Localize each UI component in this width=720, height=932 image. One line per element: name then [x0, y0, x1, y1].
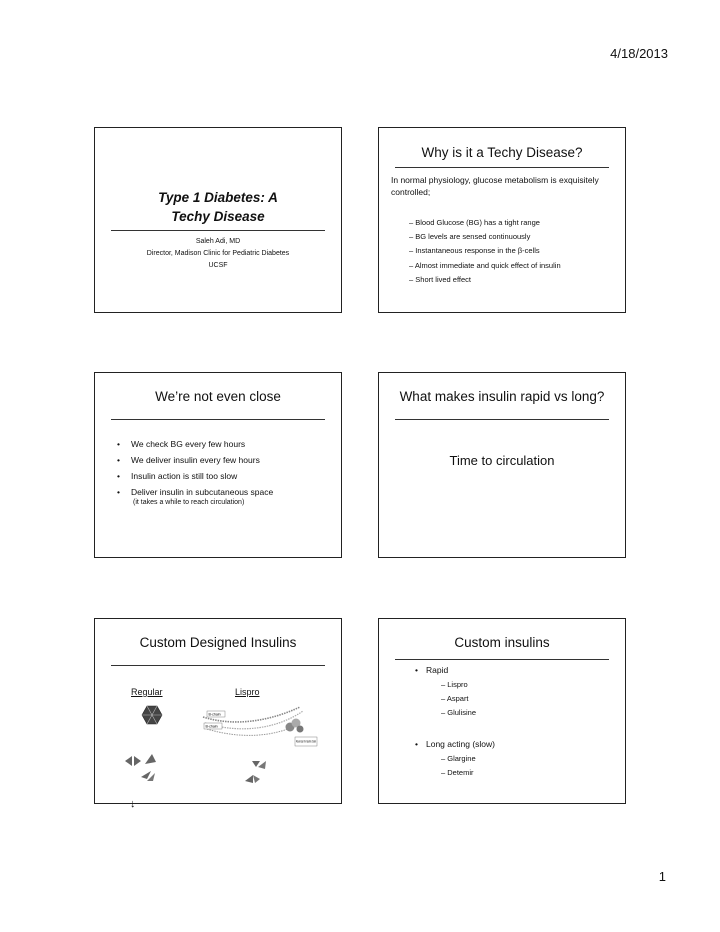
slide-intro: In normal physiology, glucose metabolism is exquisitely controlled;: [391, 175, 599, 197]
list-item: • We deliver insulin every few hours: [117, 452, 273, 468]
slide-heading: What makes insulin rapid vs long?: [399, 389, 605, 404]
lispro-chain-icon: [203, 707, 317, 746]
list-item: – Almost immediate and quick effect of insulin: [409, 259, 561, 273]
figure-label: Reversal in insulin chain: [296, 739, 316, 744]
slide-body-text: Time to circulation: [449, 453, 555, 468]
list-item: – Instantaneous response in the β-cells: [409, 244, 561, 258]
page-number: 1: [658, 869, 666, 884]
list-item: – Lispro: [441, 680, 468, 689]
page-date: 4/18/2013: [610, 46, 668, 61]
slide-title: [94, 127, 342, 313]
author-position: Director, Madison Clinic for Pediatric Diabetes: [146, 250, 290, 257]
regular-label: Regular: [131, 687, 163, 697]
slide-not-close: [94, 372, 342, 558]
list-item: – BG levels are sensed continuously: [409, 230, 561, 244]
title-divider: [395, 659, 609, 660]
title-divider: [395, 167, 609, 168]
hexamer-icon: [142, 706, 162, 724]
slide-heading: We’re not even close: [155, 389, 281, 404]
figure-label: B-chain: [208, 712, 221, 717]
slide-heading: Custom Designed Insulins: [139, 635, 297, 650]
list-item: – Glulisine: [441, 708, 476, 717]
slide-rapid-vs-long: [378, 372, 626, 558]
presentation-title: Type 1 Diabetes: A Techy Disease: [158, 190, 278, 224]
author-institution: UCSF: [208, 262, 228, 269]
list-item: – Blood Glucose (BG) has a tight range: [409, 216, 561, 230]
slide-heading: Why is it a Techy Disease?: [421, 145, 583, 160]
author-name: Saleh Adi, MD: [195, 238, 241, 245]
list-item: – Detemir: [441, 768, 474, 777]
dash-list: [409, 216, 561, 287]
list-item: – Short lived effect: [409, 273, 561, 287]
slide-custom-designed: [94, 618, 342, 810]
lispro-label: Lispro: [235, 687, 260, 697]
bullet-list: [117, 436, 273, 500]
insulin-figure: [95, 619, 343, 805]
title-divider: [111, 419, 325, 420]
arrow-down-icon: ↓: [130, 798, 136, 810]
list-item: • We check BG every few hours: [117, 436, 273, 452]
title-divider: [395, 419, 609, 420]
slide-custom-insulins: [378, 618, 626, 804]
list-note: (it takes a while to reach circulation): [133, 499, 245, 506]
list-item: • Deliver insulin in subcutaneous space: [117, 484, 273, 500]
slide-heading: Custom insulins: [454, 635, 550, 650]
title-divider: [111, 230, 325, 231]
list-item: – Aspart: [441, 694, 469, 703]
long-acting-heading: • Long acting (slow): [426, 739, 495, 749]
monomer-fragments-icon: [245, 761, 266, 783]
author-block: [95, 236, 341, 272]
figure-label: B-chain: [205, 724, 218, 729]
rapid-heading: • Rapid: [426, 665, 448, 675]
dimer-fragments-icon: [125, 754, 156, 781]
list-item: • Insulin action is still too slow: [117, 468, 273, 484]
list-item: – Glargine: [441, 754, 476, 763]
slide-techy-disease: [378, 127, 626, 313]
